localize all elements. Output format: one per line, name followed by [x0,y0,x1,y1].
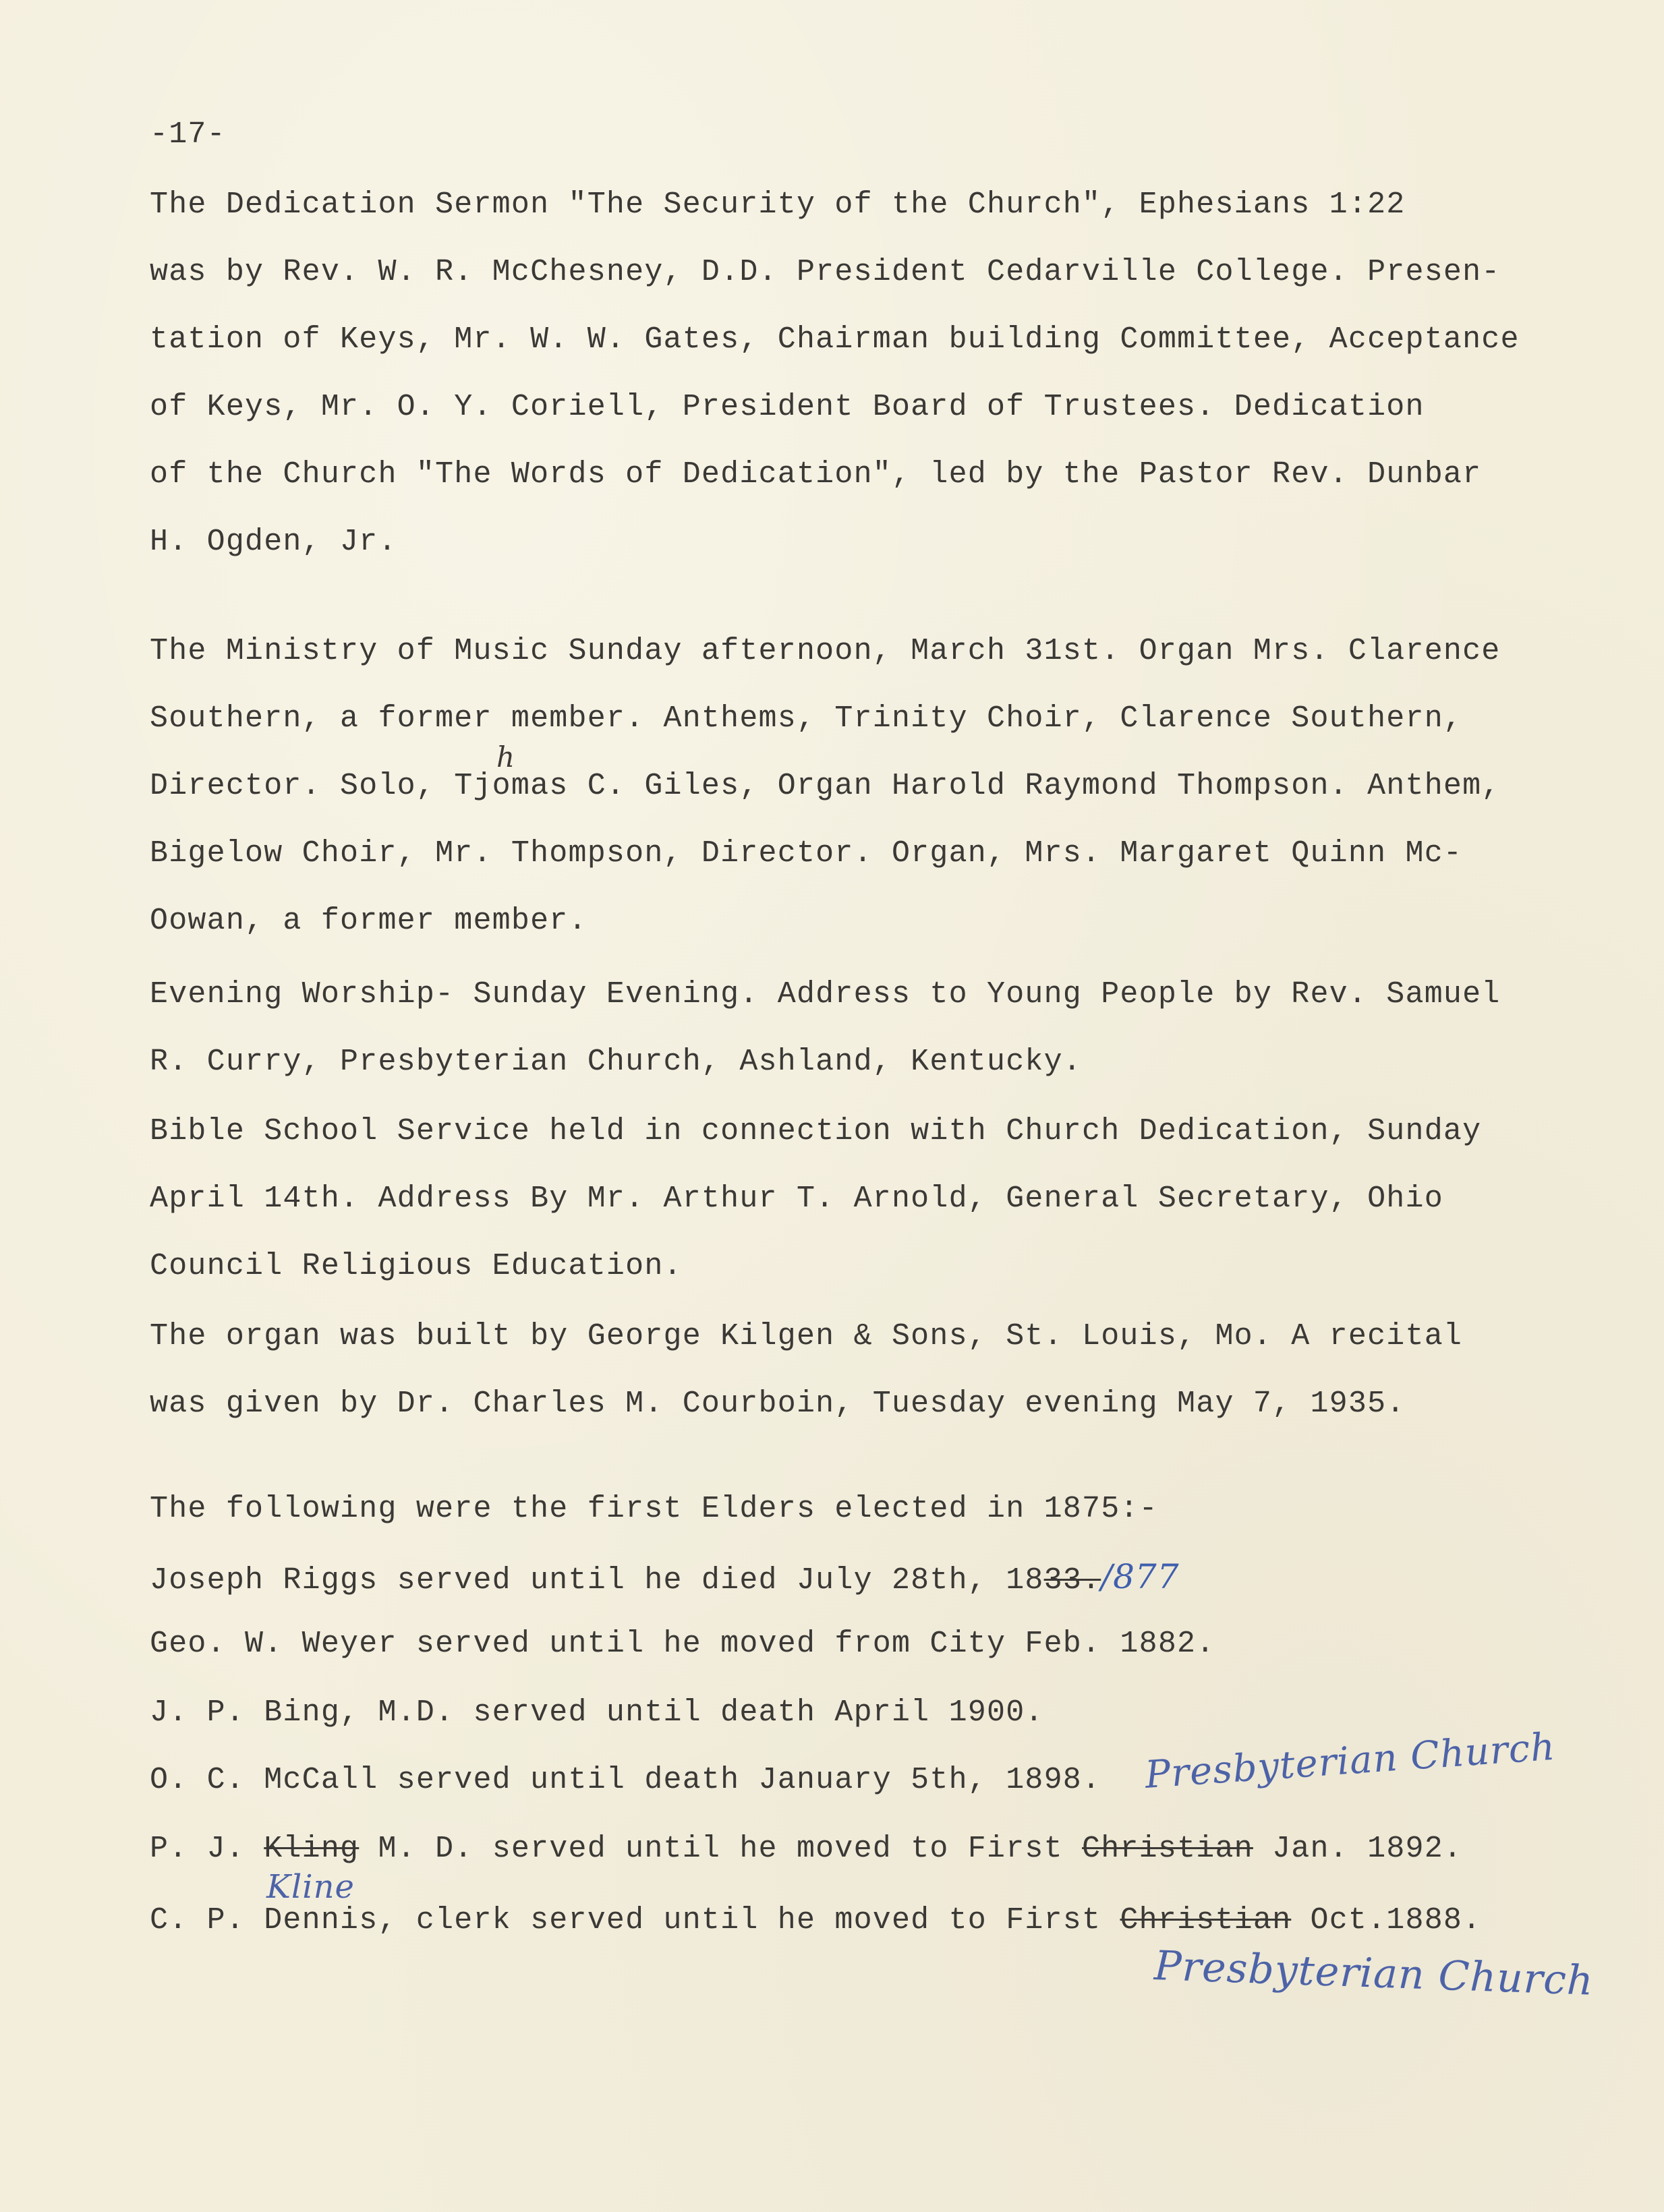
elders-intro: The following were the first Elders elected in 1875:- [150,1492,1158,1526]
elder-dennis-prefix: C. P. Dennis, clerk served until he moved to First [150,1903,1120,1938]
elder-dennis [150,1900,1481,1941]
music-line-3: Director. Solo, Tjomas C. Giles, Organ Harold Raymond Thompson. Anthem, [150,769,1501,803]
handwritten-name-kline: Kline [266,1868,355,1906]
organ-line-1: The organ was built by George Kilgen & Sons, St. Louis, Mo. A recital [150,1319,1463,1354]
elder-kling [150,1829,1462,1869]
elder-weyer: Geo. W. Weyer served until he moved from City Feb. 1882. [150,1627,1215,1661]
dedication-line-5: of the Church "The Words of Dedication", led by the Pastor Rev. Dunbar [150,457,1482,492]
dedication-line-4: of Keys, Mr. O. Y. Coriell, President Board of Trustees. Dedication [150,390,1425,424]
music-line-2: Southern, a former member. Anthems, Trinity Choir, Clarence Southern, [150,701,1463,736]
music-line-5: Oowan, a former member. [150,904,587,938]
struck-church-2: Christian [1120,1903,1292,1938]
evening-line-2: R. Curry, Presbyterian Church, Ashland, Kentucky. [150,1045,1083,1079]
handwritten-presbyterian-1: Presbyterian Church [1143,1724,1557,1797]
dedication-line-3: tation of Keys, Mr. W. W. Gates, Chairman building Committee, Acceptance [150,322,1520,357]
bible-school-line-3: Council Religious Education. [150,1249,683,1283]
struck-name-kling: Kling [264,1832,360,1866]
handwritten-presbyterian-2: Presbyterian Church [1153,1942,1595,2005]
dedication-line-6: H. Ogden, Jr. [150,525,397,559]
bible-school-line-1: Bible School Service held in connection with Church Dedication, Sunday [150,1114,1482,1148]
bible-school-line-2: April 14th. Address By Mr. Arthur T. Arnold, General Secretary, Ohio [150,1182,1443,1216]
music-line-1: The Ministry of Music Sunday afternoon, March 31st. Organ Mrs. Clarence [150,634,1501,668]
elder-mccall: O. C. McCall served until death January 5th, 1898. [150,1763,1101,1797]
elder-kling-middle: M. D. served until he moved to First [359,1832,1083,1866]
elder-bing: J. P. Bing, M.D. served until death April 1900. [150,1695,1044,1730]
elder-riggs [150,1556,1180,1597]
elder-riggs-text: Joseph Riggs served until he died July 28th, 18 [150,1563,1044,1598]
evening-line-1: Evening Worship- Sunday Evening. Address to Young People by Rev. Samuel [150,977,1501,1012]
page-number: -17- [150,117,226,152]
music-line-4: Bigelow Choir, Mr. Thompson, Director. Organ, Mrs. Margaret Quinn Mc- [150,836,1463,871]
handwritten-h-correction: h [496,740,516,774]
elder-kling-suffix: Jan. 1892. [1253,1832,1463,1866]
elder-dennis-suffix: Oct.1888. [1291,1903,1482,1938]
dedication-line-1: The Dedication Sermon "The Security of the Church", Ephesians 1:22 [150,187,1406,222]
handwritten-year: /877 [1101,1557,1180,1596]
struck-year: 33. [1043,1563,1101,1598]
struck-church-1: Christian [1082,1832,1253,1866]
elder-kling-prefix: P. J. [150,1832,264,1866]
dedication-line-2: was by Rev. W. R. McChesney, D.D. President Cedarville College. Presen- [150,255,1501,289]
organ-line-2: was given by Dr. Charles M. Courboin, Tuesday evening May 7, 1935. [150,1387,1406,1421]
